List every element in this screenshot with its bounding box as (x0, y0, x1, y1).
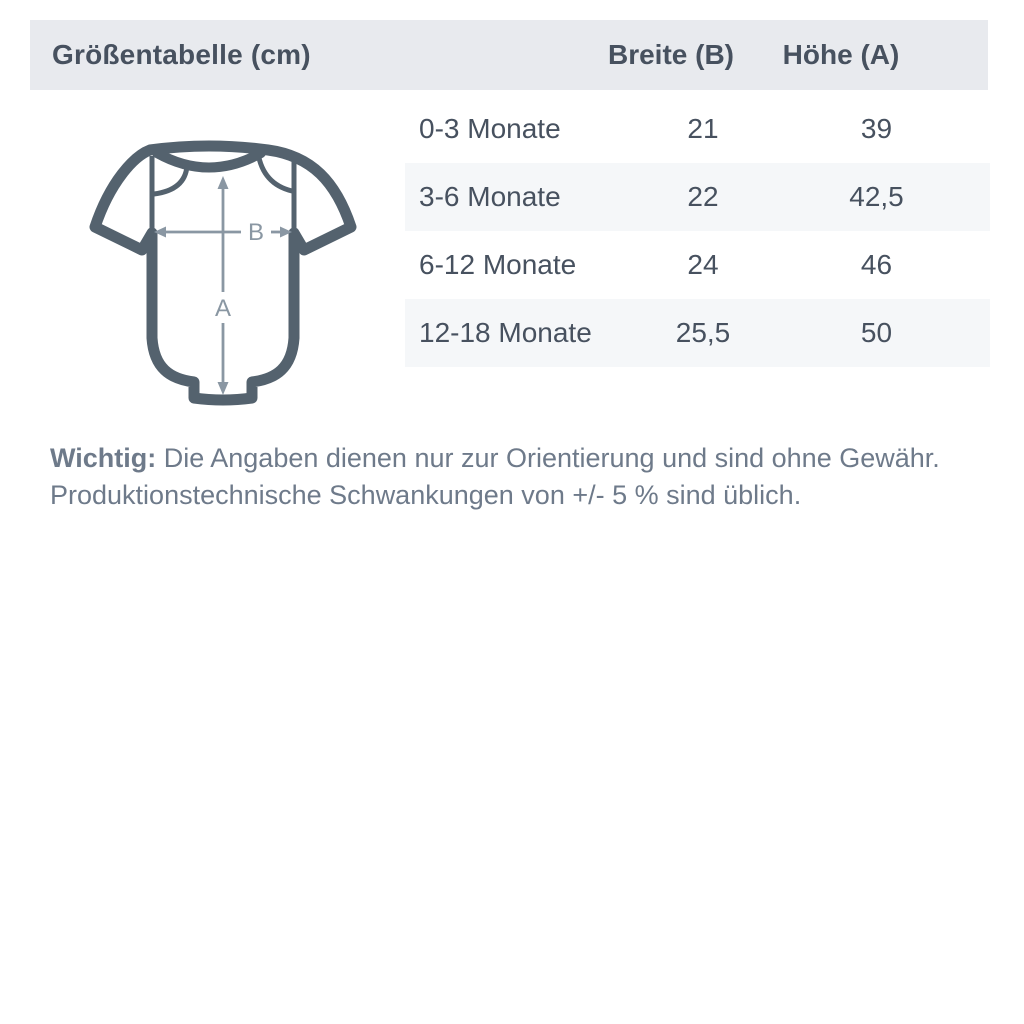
height-value: 39 (860, 113, 893, 144)
width-value: 25,5 (675, 317, 731, 348)
disclaimer-prefix: Wichtig: (50, 443, 157, 473)
disclaimer-line-1 (50, 440, 980, 477)
baby-bodysuit-icon (82, 136, 364, 410)
height-value: 50 (860, 317, 893, 348)
width-value: 24 (687, 249, 719, 280)
column-header-width: Breite (B) (607, 39, 734, 70)
size-label: 6-12 Monate (419, 249, 577, 280)
size-label: 12-18 Monate (419, 317, 592, 348)
width-value: 22 (687, 181, 719, 212)
width-label: B (247, 219, 265, 246)
disclaimer-note (50, 440, 980, 514)
disclaimer-text-1: Die Angaben dienen nur zur Orientierung und sind ohne Gewähr. (156, 443, 940, 473)
size-chart-header (30, 20, 988, 90)
size-label: 3-6 Monate (419, 181, 561, 212)
table-row (405, 231, 990, 299)
size-table (405, 95, 990, 367)
height-value: 46 (860, 249, 893, 280)
column-header-height: Höhe (A) (782, 39, 900, 70)
size-chart-title: Größentabelle (cm) (52, 39, 311, 70)
width-value: 21 (687, 113, 719, 144)
size-label: 0-3 Monate (419, 113, 561, 144)
table-row (405, 163, 990, 231)
table-row (405, 299, 990, 367)
height-label: A (214, 295, 232, 322)
table-row (405, 95, 990, 163)
height-value: 42,5 (849, 181, 904, 212)
disclaimer-line-2: Produktionstechnische Schwankungen von +/- 5 % sind üblich. (50, 480, 802, 510)
